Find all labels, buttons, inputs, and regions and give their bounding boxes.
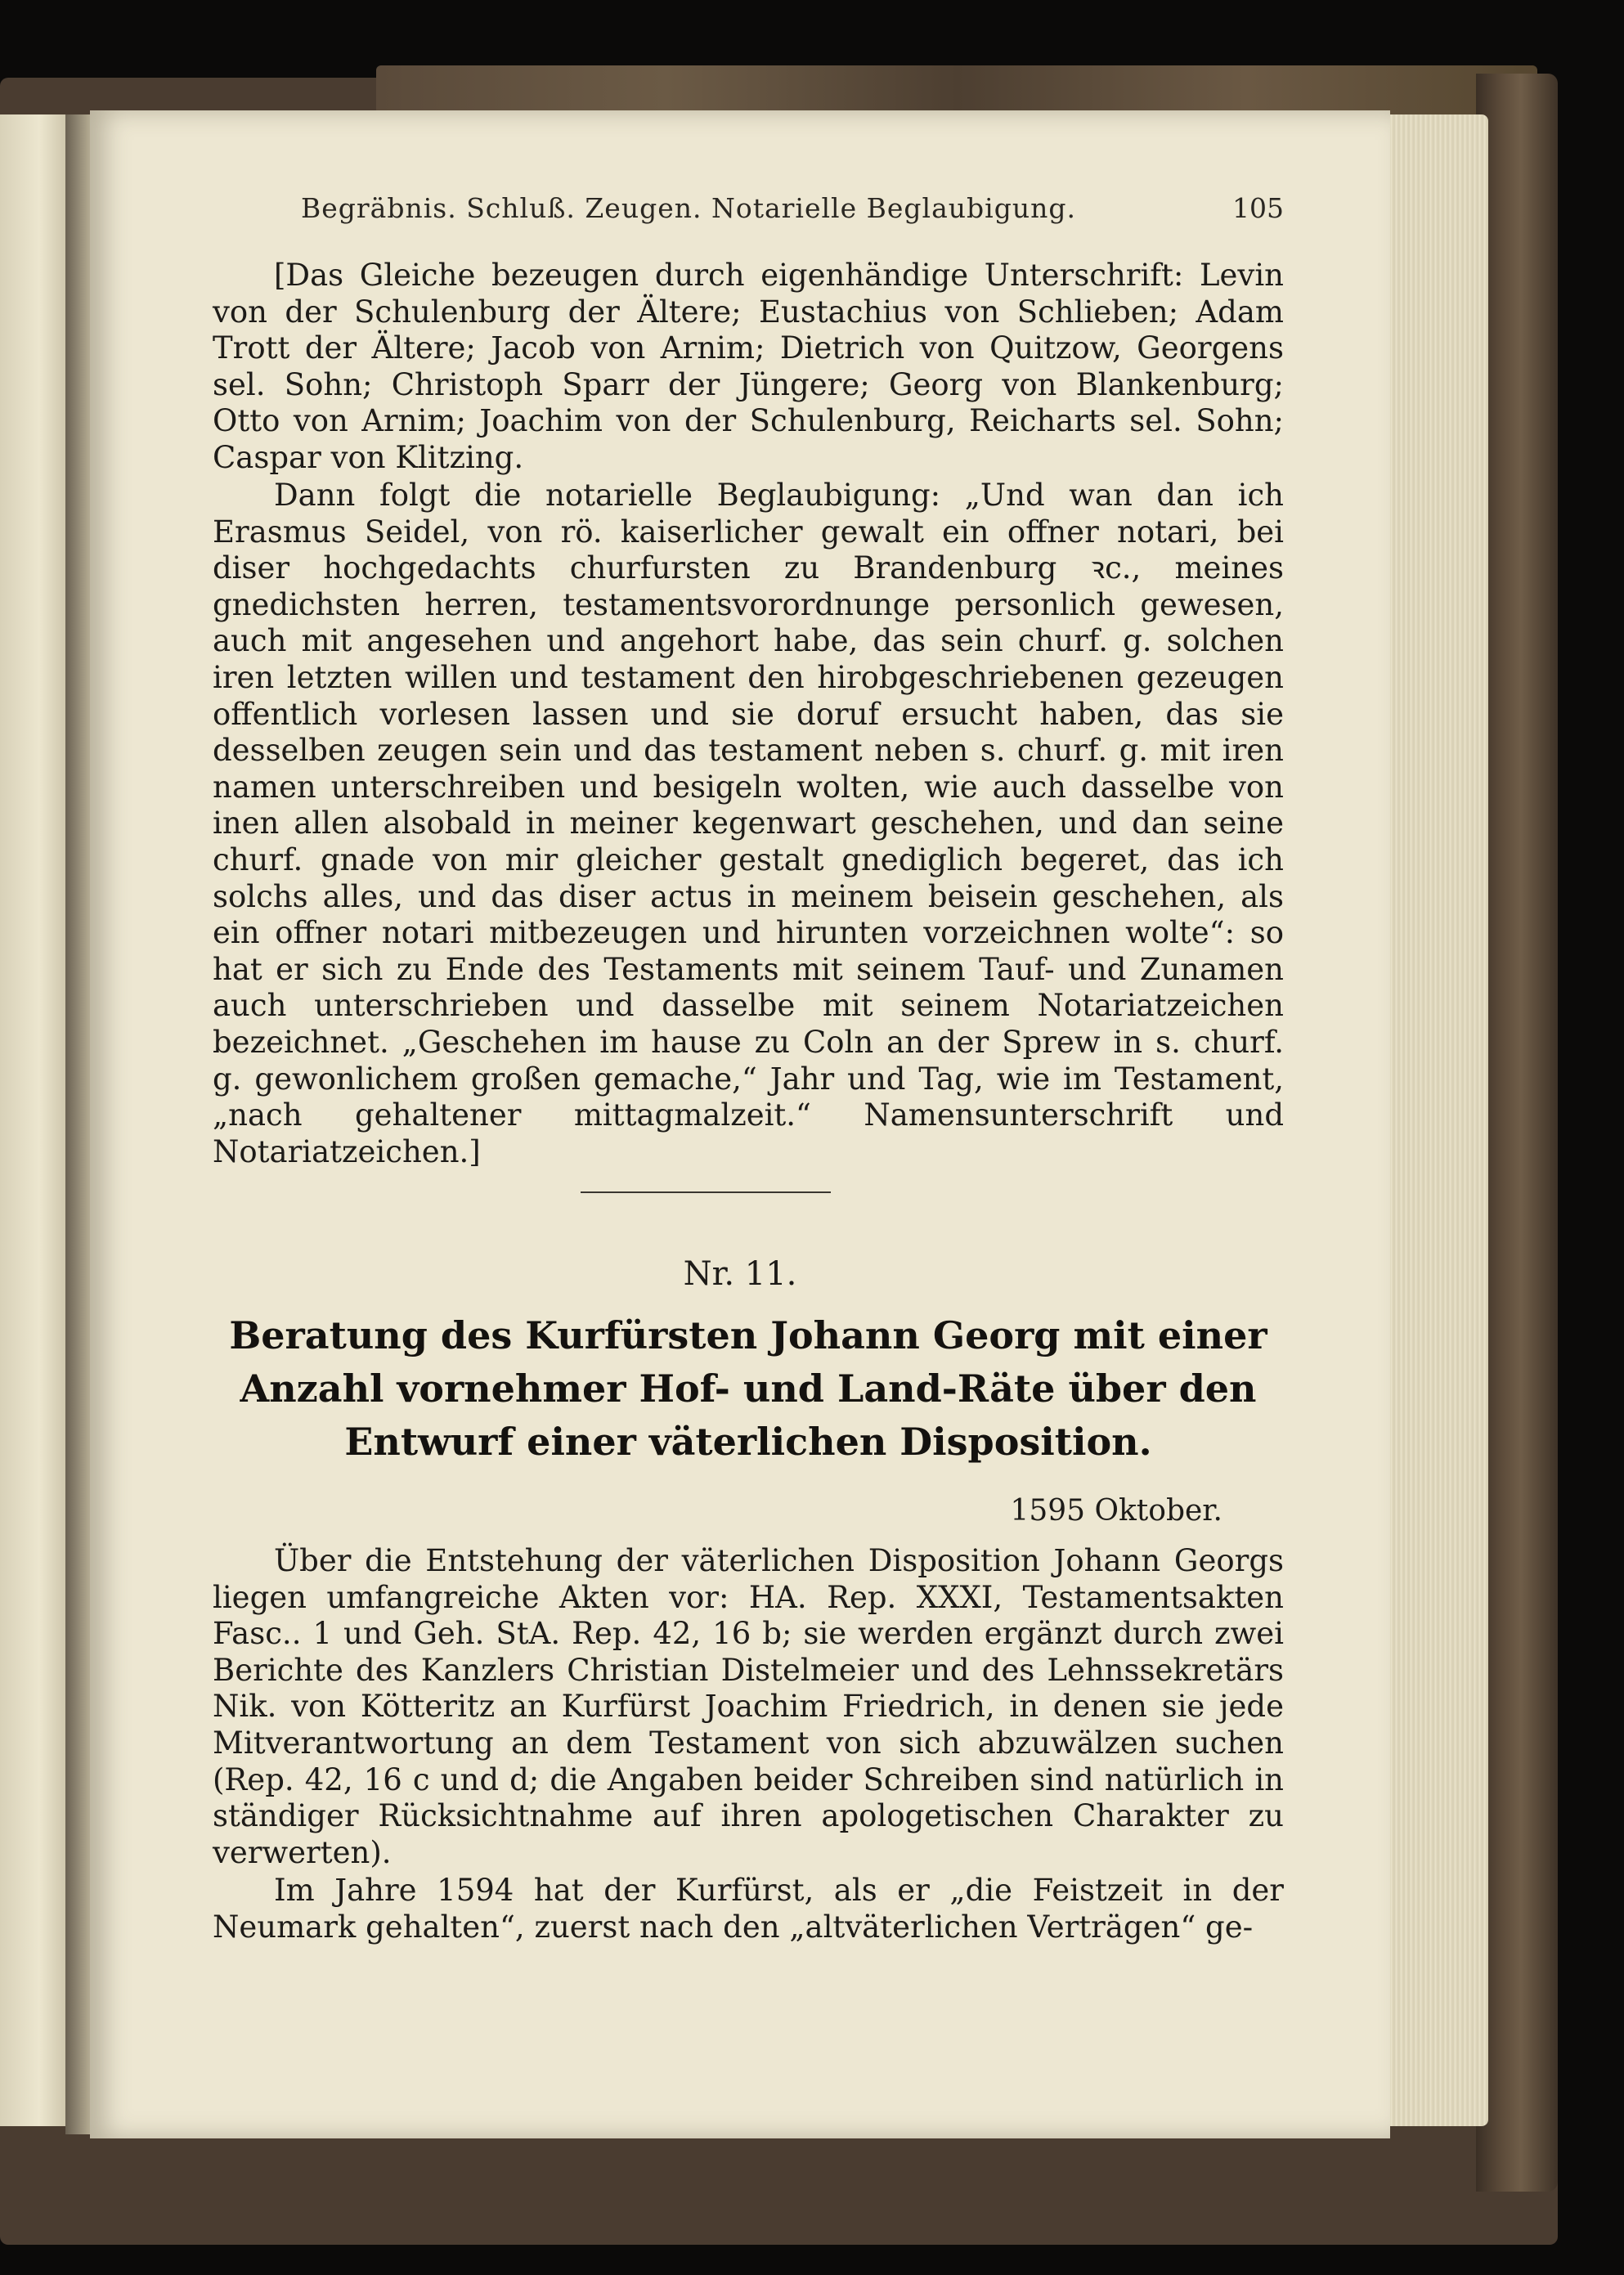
witness-list-paragraph: [Das Gleiche bezeugen durch eigenhändige Unterschrift: Levin von der Schulenburg der Ältere; Eustachius von Schlieben; Adam Trott der Ältere; Jacob von Arnim; Dietrich von Quitzow, Georgens sel. Sohn; Christoph Sparr der Jüngere; Georg von Blankenburg; Otto von Arnim; Joachim von der Schulenburg, Reicharts sel. Sohn; Caspar von Klitzing. <box>213 258 1284 475</box>
document-number: Nr. 11. <box>683 1255 797 1293</box>
book-cover-right-edge <box>1476 74 1558 2192</box>
page-number: 105 <box>1232 192 1284 224</box>
section-divider <box>581 1191 831 1193</box>
body-paragraph: Im Jahre 1594 hat der Kurfürst, als er „die Feistzeit in der Neumark gehalten“, zuerst nach den „altväterlichen Verträgen“ ge- <box>213 1873 1284 1945</box>
notarial-certification-paragraph: Dann folgt die notarielle Beglaubigung: „Und wan dan ich Erasmus Seidel, von rö. kaiserlicher gewalt ein offner notari, bei diser hochgedachts churfursten zu Brandenburg ꝛc., meines gnedichsten herren, testamentsvorordnunge personlich gewesen, auch mit angesehen und angehort habe, das sein churf. g. solchen iren letzten willen und testament den hirobgeschriebenen gezeugen offentlich vorlesen lassen und sie doruf ersucht haben, das sie desselben zeugen sein und das testament neben s. churf. g. mit iren namen unterschreiben und besigeln wolten, wie auch dasselbe von inen allen alsobald in meiner kegenwart geschehen, und dan seine churf. gnade von mir gleicher gestalt gnediglich begeret, das ich solchs alles, und das diser actus in meinem beisein geschehen, als ein offner notari mitbezeugen und hirunten vorzeichnen wolte“: so hat er sich zu Ende des Testaments mit seinem Tauf- und Zunamen auch unterschrieben und dasselbe mit seinem Notariatzeichen bezeichnet. „Geschehen im hause zu Coln an der Sprew in s. churf. g. gewonlichem großen gemache,“ Jahr und Tag, wie im Testament, „nach gehaltener mittagmalzeit.“ Namensunterschrift und Notariatzeichen.] <box>213 478 1284 1169</box>
document-heading: Beratung des Kurfürsten Johann Georg mit einer Anzahl vornehmer Hof- und Land-Räte über den Entwurf einer väterlichen Disposition. <box>229 1313 1267 1464</box>
introduction-paragraph: Über die Entstehung der väterlichen Disposition Johann Georgs liegen umfangreiche Akten vor: HA. Rep. XXXI, Testamentsakten Fasc.. 1 und Geh. StA. Rep. 42, 16 b; sie werden ergänzt durch zwei Berichte des Kanzlers Christian Distelmeier und des Lehnssekretärs Nik. von Kötteritz an Kurfürst Joachim Friedrich, in denen sie jede Mitverantwortung an dem Testament von sich abzuwälzen suchen (Rep. 42, 16 c und d; die Angaben beider Schreiben sind natürlich in ständiger Rücksichtnahme auf ihren apologetischen Charakter zu verwerten). <box>213 1543 1284 1870</box>
book-cover-top-edge <box>376 65 1537 114</box>
facing-page-edge <box>0 114 65 2126</box>
page-stack-edges <box>1382 114 1488 2126</box>
document-date: 1595 Oktober. <box>1010 1494 1222 1528</box>
running-head-title: Begräbnis. Schluß. Zeugen. Notarielle Beglaubigung. <box>301 192 1076 224</box>
running-head <box>211 192 1284 233</box>
book-page <box>90 110 1390 2138</box>
